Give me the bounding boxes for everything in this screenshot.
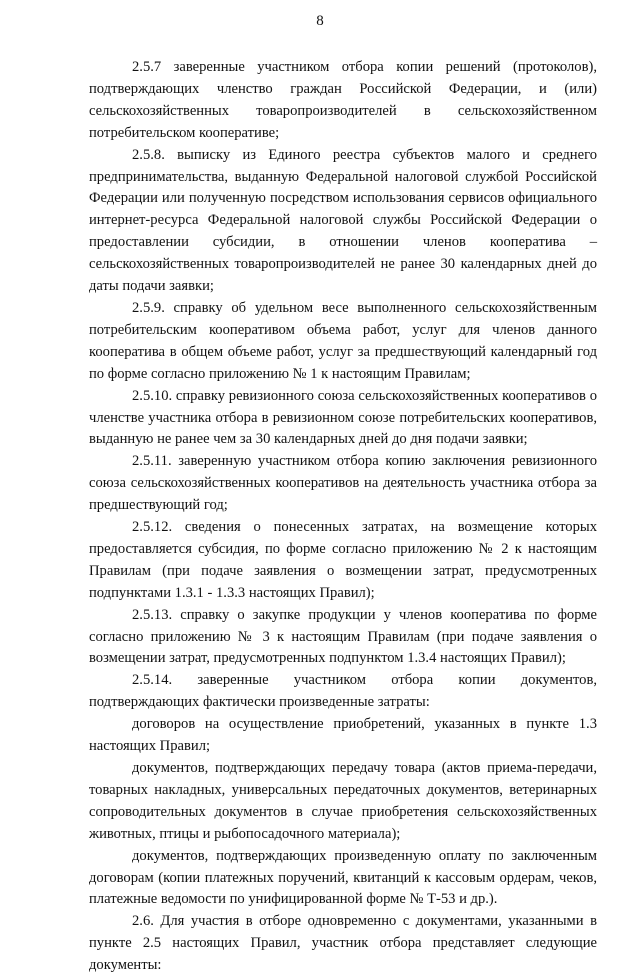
paragraph-payment-documents: документов, подтверждающих произведенную оплату по заключенным договорам (копии платежных поручений, квитанций к кассовым ордерам, чеков, платежные ведомости по унифицированной форме № Т-53 и др.).: [89, 847, 597, 908]
paragraph-2-5-7: 2.5.7 заверенные участником отбора копии решений (протоколов), подтверждающих членство граждан Российской Федерации, и (или) сельскохозяйственных товаропроизводителей в сельскохозяйственном потребительском кооперативе;: [89, 59, 597, 141]
paragraph-2-5-11: 2.5.11. заверенную участником отбора копию заключения ревизионного союза сельскохозяйственных кооперативов на деятельность участника отбора за предшествующий год;: [89, 453, 597, 514]
document-body: [89, 57, 597, 977]
paragraph-contracts: договоров на осуществление приобретений, указанных в пункте 1.3 настоящих Правил;: [89, 716, 597, 755]
paragraph-transfer-documents: документов, подтверждающих передачу товара (актов приема-передачи, товарных накладных, универсальных передаточных документов, ветеринарных сопроводительных документов в случае приобретения сельскохозяйственных животных, птицы и рыбопосадочного материала);: [89, 760, 597, 842]
paragraph-2-5-12: 2.5.12. сведения о понесенных затратах, на возмещение которых предоставляется субсидия, по форме согласно приложению № 2 к настоящим Правилам (при подаче заявления о возмещении затрат, предусмотренных подпунктами 1.3.1 - 1.3.3 настоящих Правил);: [89, 519, 597, 601]
paragraph-2-6: 2.6. Для участия в отборе одновременно с документами, указанными в пункте 2.5 настоящих Правил, участник отбора представляет следующие документы:: [89, 913, 597, 974]
paragraph-2-5-10: 2.5.10. справку ревизионного союза сельскохозяйственных кооперативов о членстве участника отбора в ревизионном союзе потребительских кооперативов, выданную не ранее чем за 30 календарных дней до дня подачи заявки;: [89, 387, 597, 448]
paragraph-2-5-8: 2.5.8. выписку из Единого реестра субъектов малого и среднего предпринимательства, выданную Федеральной налоговой службой Российской Федерации или полученную посредством использования сервисов официального интернет-ресурса Федеральной налоговой службы Российской Федерации о предоставлении субсидии, в отношении членов кооператива – сельскохозяйственных товаропроизводителей не ранее 30 календарных дней до даты подачи заявки;: [89, 146, 597, 295]
paragraph-2-5-14: 2.5.14. заверенные участником отбора копии документов, подтверждающих фактически произведенные затраты:: [89, 672, 597, 711]
paragraph-2-5-9: 2.5.9. справку об удельном весе выполненного сельскохозяйственным потребительским кооперативом объема работ, услуг для членов данного кооператива в общем объеме работ, услуг за предшествующий календарный год по форме согласно приложению № 1 к настоящим Правилам;: [89, 299, 597, 382]
paragraph-2-5-13: 2.5.13. справку о закупке продукции у членов кооператива по форме согласно приложению № 3 к настоящим Правилам (при подаче заявления о возмещении затрат, предусмотренных подпунктом 1.3.4 настоящих Правил);: [89, 606, 597, 667]
page-number: 8: [316, 13, 324, 29]
